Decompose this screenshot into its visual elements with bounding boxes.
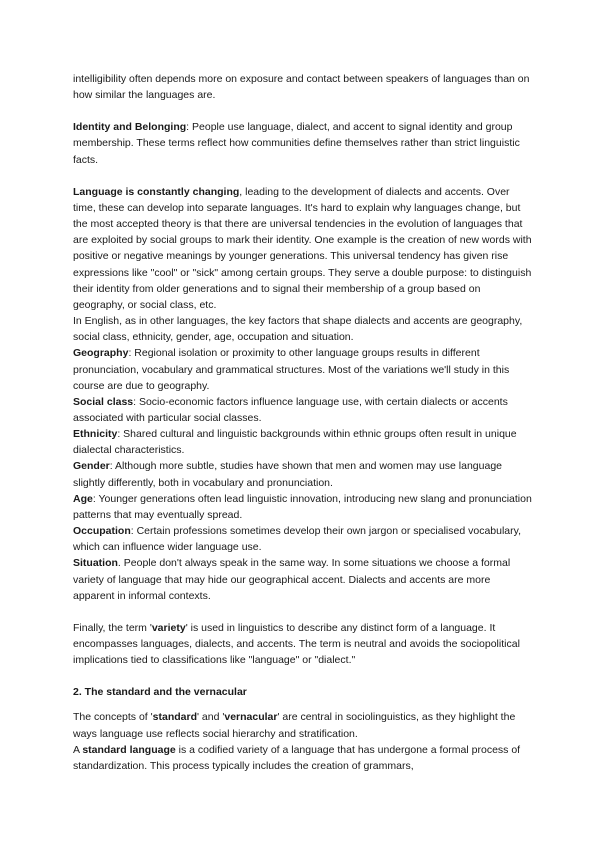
p2-text-before: A	[73, 743, 83, 756]
change-heading: Language is constantly changing	[73, 185, 240, 198]
factor-situation	[73, 555, 533, 603]
factor-text: : Younger generations often lead linguistic innovation, introducing new slang and pronunciation patterns that may eventually spread.	[73, 492, 532, 521]
p1-text-after: ' are central in sociolinguistics, as they highlight the ways language use reflects social hierarchy and stratification.	[73, 711, 516, 740]
document-body	[73, 71, 533, 774]
p1-text-before: The concepts of '	[73, 711, 153, 724]
standard-language-term: standard language	[82, 743, 176, 756]
factor-term: Ethnicity	[73, 428, 118, 441]
section-2-heading-text: 2. The standard and the vernacular	[73, 686, 247, 699]
factor-term: Gender	[73, 460, 110, 473]
section-2-heading	[73, 684, 533, 700]
factor-text: : Socio-economic factors influence language use, with certain dialects or accents associated with particular social classes.	[73, 395, 508, 424]
intro-paragraph: intelligibility often depends more on exposure and contact between speakers of languages than on how similar the languages are.	[73, 73, 530, 102]
identity-text: : People use language, dialect, and accent to signal identity and group membership. These terms reflect how communities define themselves rather than strict linguistic facts.	[73, 121, 520, 166]
factors-intro: In English, as in other languages, the key factors that shape dialects and accents are geography, social class, ethnicity, gender, age, occupation and situation.	[73, 315, 523, 344]
factor-term: Age	[73, 492, 93, 505]
p2-text-after: is a codified variety of a language that has undergone a formal process of standardization. This process typically includes the creation of grammars,	[73, 743, 521, 772]
variety-text-after: ' is used in linguistics to describe any distinct form of a language. It encompasses languages, dialects, and accents. The term is neutral and avoids the sociopolitical implications tied to classifications like "language" or "dialect."	[73, 621, 520, 667]
factor-term: Geography	[73, 347, 129, 360]
factor-occupation	[73, 523, 533, 555]
change-paragraph	[73, 184, 533, 313]
factor-geography	[73, 345, 533, 393]
identity-paragraph	[73, 119, 533, 167]
factor-text: : Although more subtle, studies have shown that men and women may use language slightly differently, both in vocabulary and pronunciation.	[73, 460, 503, 489]
factor-age	[73, 491, 533, 523]
variety-term: variety	[151, 621, 186, 634]
p1-text-mid: ' and '	[196, 711, 225, 724]
factor-term: Situation	[73, 557, 118, 570]
factor-term: Social class	[73, 395, 134, 408]
section-2-paragraph-2	[73, 742, 533, 774]
standard-term: standard	[152, 711, 197, 724]
factor-text: . People don't always speak in the same way. In some situations we choose a formal variety of language that may hide our geographical accent. Dialects and accents are more apparent in informal contexts.	[73, 557, 511, 602]
section-2-paragraph-1	[73, 709, 533, 741]
factor-text: : Certain professions sometimes develop their own jargon or specialised vocabulary, which can influence wider language use.	[73, 525, 522, 554]
factor-social-class	[73, 394, 533, 426]
factor-gender	[73, 458, 533, 490]
change-text: , leading to the development of dialects and accents. Over time, these can develop into separate languages. It's hard to explain why languages change, but the most accepted theory is that there are universal tendencies in the evolution of languages that are exploited by social groups to mark their identity. One example is the creation of new words with positive or negative meanings by younger generations. This universal tendency has given rise expressions like "cool" or "sick" among certain groups. They serve a double purpose: to distinguish their identity from older generations and to signal their membership of a group based on geography, or social class, etc.	[73, 185, 532, 311]
identity-heading: Identity and Belonging	[73, 121, 187, 134]
factor-term: Occupation	[73, 525, 131, 538]
variety-text-before: Finally, the term '	[73, 621, 152, 634]
factor-text: : Shared cultural and linguistic backgrounds within ethnic groups often result in unique dialectal characteristics.	[73, 428, 517, 457]
variety-paragraph	[73, 620, 533, 668]
vernacular-term: vernacular	[224, 711, 278, 724]
factor-ethnicity	[73, 426, 533, 458]
factor-text: : Regional isolation or proximity to other language groups results in different pronunciation, vocabulary and grammatical structures. Most of the variations we'll study in this course are due to geography.	[73, 347, 510, 392]
